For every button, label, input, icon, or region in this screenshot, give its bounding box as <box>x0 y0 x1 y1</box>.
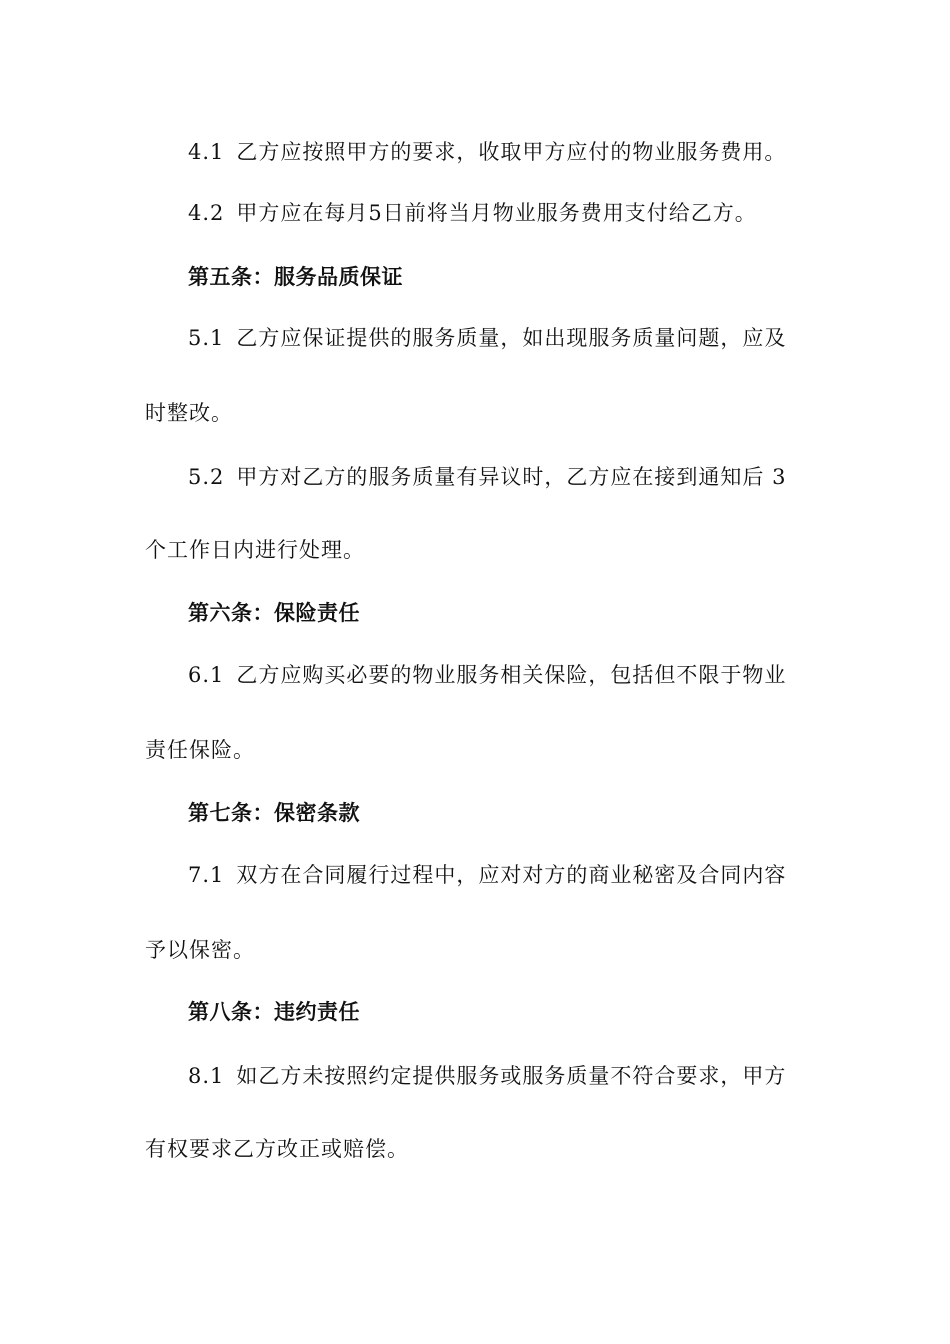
clause-5-2 <box>188 464 786 490</box>
clause-text: 甲方对乙方的服务质量有异议时，乙方应在接到通知后 3 <box>236 465 787 489</box>
clause-text: 甲方应在每月5日前将当月物业服务费用支付给乙方。 <box>236 201 757 225</box>
clause-4-1 <box>188 139 786 165</box>
clause-number: 5.2 <box>188 465 225 489</box>
article-7-heading: 第七条：保密条款 <box>188 801 360 825</box>
clause-number: 8.1 <box>188 1064 225 1088</box>
clause-text: 乙方应按照甲方的要求，收取甲方应付的物业服务费用。 <box>236 140 787 164</box>
clause-number: 4.1 <box>188 140 225 164</box>
clause-7-1 <box>188 862 786 888</box>
clause-text: 乙方应购买必要的物业服务相关保险，包括但不限于物业 <box>236 663 787 687</box>
clause-number: 5.1 <box>188 326 225 350</box>
clause-text: 乙方应保证提供的服务质量，如出现服务质量问题，应及 <box>236 326 787 350</box>
article-8-heading: 第八条：违约责任 <box>188 1000 360 1024</box>
article-5-heading: 第五条：服务品质保证 <box>188 265 403 289</box>
clause-number: 7.1 <box>188 863 225 887</box>
clause-5-1-continuation: 时整改。 <box>145 401 233 425</box>
clause-5-2-continuation: 个工作日内进行处理。 <box>145 538 365 562</box>
clause-8-1-continuation: 有权要求乙方改正或赔偿。 <box>145 1137 409 1161</box>
clause-number: 6.1 <box>188 663 225 687</box>
clause-7-1-continuation: 予以保密。 <box>145 938 255 962</box>
clause-6-1-continuation: 责任保险。 <box>145 738 255 762</box>
article-6-heading: 第六条：保险责任 <box>188 601 360 625</box>
clause-text: 如乙方未按照约定提供服务或服务质量不符合要求，甲方 <box>236 1064 787 1088</box>
clause-4-2 <box>188 200 757 226</box>
clause-number: 4.2 <box>188 201 225 225</box>
clause-5-1 <box>188 325 786 351</box>
clause-8-1 <box>188 1063 786 1089</box>
clause-6-1 <box>188 662 786 688</box>
clause-text: 双方在合同履行过程中，应对对方的商业秘密及合同内容 <box>236 863 787 887</box>
